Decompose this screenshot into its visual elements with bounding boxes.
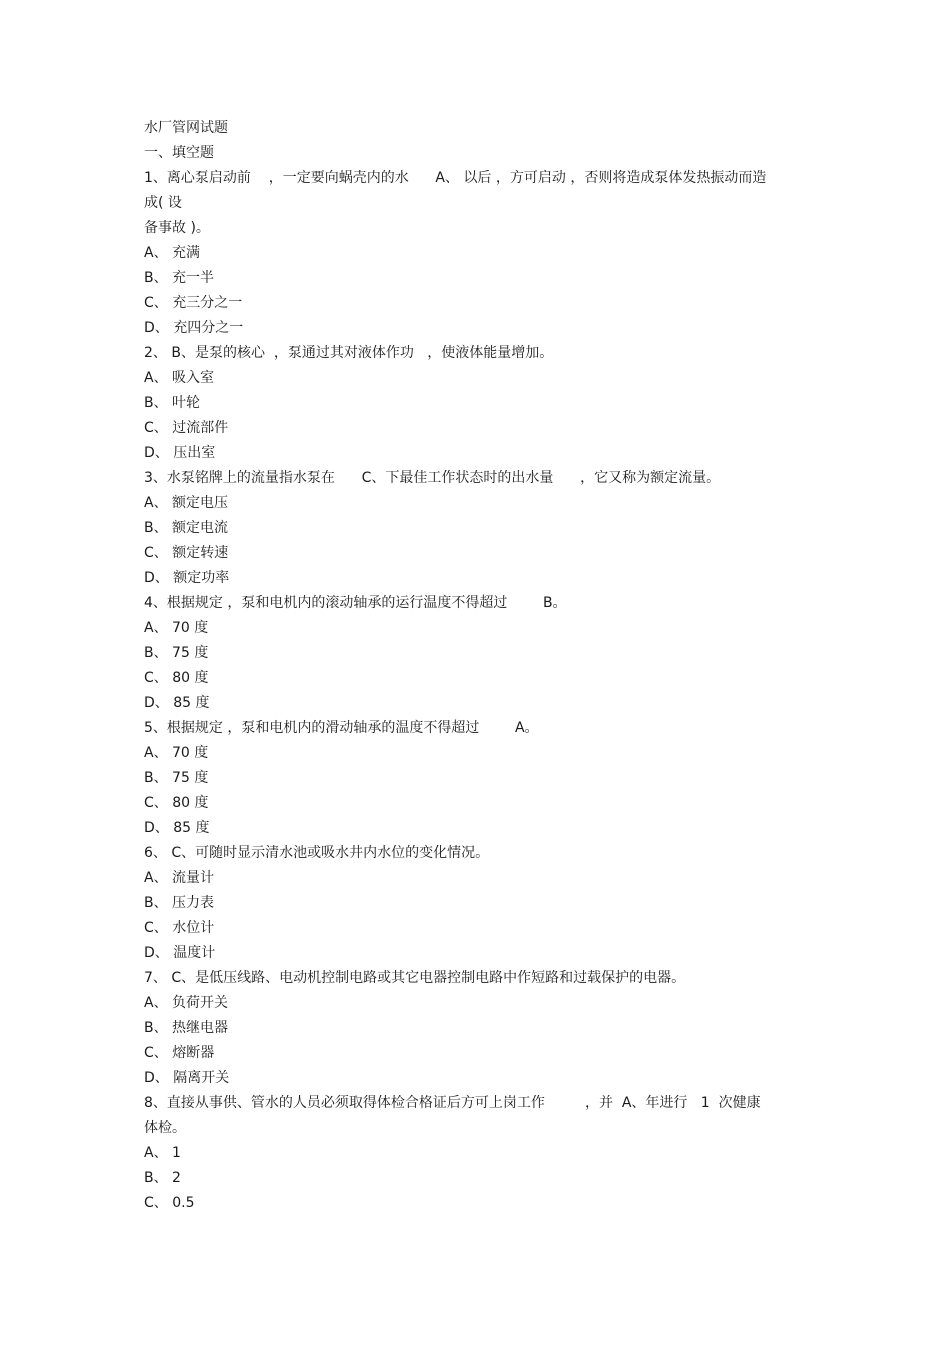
text-line: D、 充四分之一 (144, 320, 244, 336)
text-line: 体检。 (144, 1120, 186, 1136)
text-line: A、 70 度 (144, 745, 209, 761)
text-line: C、 0.5 (144, 1195, 195, 1211)
text-line: D、 85 度 (144, 820, 210, 836)
text-line: A、 额定电压 (144, 495, 229, 511)
text-line: 5、根据规定 ，泵和电机内的滑动轴承的温度不得超过 A。 (144, 720, 539, 736)
text-line: 1、离心泵启动前 ，一定要向蜗壳内的水 A、 以后 ，方可启动 ，否则将造成泵体发热振动而造 (144, 170, 767, 186)
text-line: 7、 C、是低压线路、电动机控制电路或其它电器控制电路中作短路和过载保护的电器。 (144, 970, 686, 986)
text-line: 8、直接从事供、管水的人员必须取得体检合格证后方可上岗工作 ，并 A、年进行 1 次健康 (144, 1095, 761, 1111)
text-line: C、 80 度 (144, 795, 209, 811)
text-line: B、 2 (144, 1170, 181, 1186)
text-line: C、 额定转速 (144, 545, 229, 561)
text-line: D、 85 度 (144, 695, 210, 711)
text-line: 2、 B、是泵的核心 ，泵通过其对液体作功 ，使液体能量增加。 (144, 345, 554, 361)
text-line: A、 充满 (144, 245, 201, 261)
text-line: B、 叶轮 (144, 395, 201, 411)
text-line: D、 隔离开关 (144, 1070, 230, 1086)
text-line: 备事故 )。 (144, 220, 210, 236)
text-line: B、 压力表 (144, 895, 215, 911)
text-line: C、 充三分之一 (144, 295, 243, 311)
section-heading: 一、填空题 (144, 145, 214, 161)
text-line: A、 吸入室 (144, 370, 215, 386)
document-page (144, 116, 824, 1216)
text-line: B、 75 度 (144, 645, 209, 661)
document-title: 水厂管网试题 (144, 120, 228, 136)
text-line: C、 80 度 (144, 670, 209, 686)
question-list (144, 166, 824, 1216)
text-line: B、 75 度 (144, 770, 209, 786)
text-line: 3、水泵铭牌上的流量指水泵在 C、下最佳工作状态时的出水量 ，它又称为额定流量。 (144, 470, 721, 486)
text-line: D、 温度计 (144, 945, 216, 961)
text-line: D、 额定功率 (144, 570, 230, 586)
text-line: A、 流量计 (144, 870, 215, 886)
text-line: 4、根据规定 ，泵和电机内的滚动轴承的运行温度不得超过 B。 (144, 595, 567, 611)
text-line: 成( 设 (144, 195, 182, 211)
text-line: B、 额定电流 (144, 520, 229, 536)
text-line: A、 负荷开关 (144, 995, 229, 1011)
text-line: B、 充一半 (144, 270, 215, 286)
text-line: C、 过流部件 (144, 420, 229, 436)
text-line: C、 熔断器 (144, 1045, 215, 1061)
text-line: A、 70 度 (144, 620, 209, 636)
text-line: 6、 C、可随时显示清水池或吸水井内水位的变化情况。 (144, 845, 490, 861)
text-line: D、 压出室 (144, 445, 216, 461)
text-line: A、 1 (144, 1145, 181, 1161)
text-line: B、 热继电器 (144, 1020, 229, 1036)
text-line: C、 水位计 (144, 920, 215, 936)
